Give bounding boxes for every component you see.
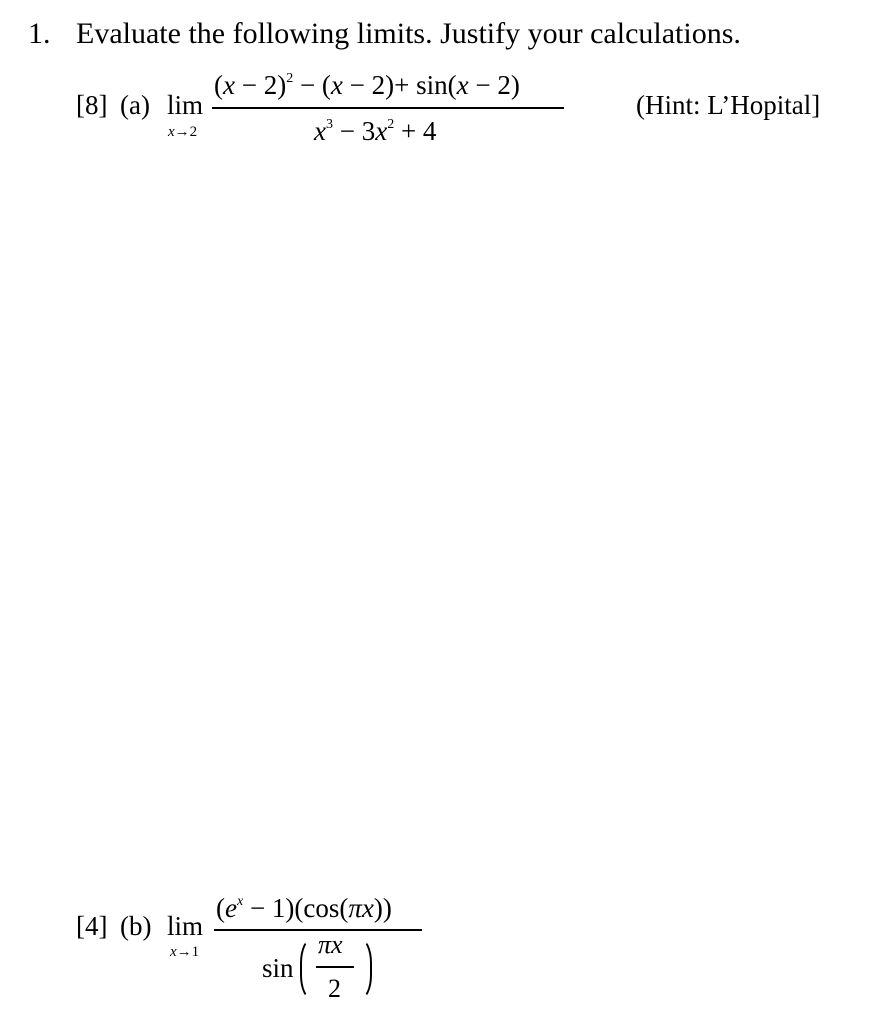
question-number: 1. [28,17,51,50]
part-b-points: [4] [76,911,108,941]
part-b-right-paren [360,938,372,1000]
part-b-sin: sin [262,953,294,983]
part-b-two: 2 [328,974,341,1003]
part-b-lim-subscript: x→1 [170,944,200,960]
part-a-hint: (Hint: L’Hopital] [636,90,821,120]
part-a-lim-subscript: x→2 [168,124,198,140]
question-text: Evaluate the following limits. Justify your calculations. [76,17,741,50]
part-a-lim: lim [167,90,204,120]
part-b-numerator: $(e^x - 1)(\cos(\pi x))$ [216,893,392,923]
part-b-left-paren [300,938,312,1000]
part-b-lim: lim [167,911,204,941]
part-a-numerator: $(x - 2)^2 - (x - 2)+ \sin(x - 2)$ [214,70,520,100]
part-b-label: (b) [120,911,152,941]
part-a-label: (a) [120,90,150,120]
part-b-inner-fraction-bar [316,966,354,968]
part-a-denominator: $x^3 - 3x^2 + 4$ [314,116,437,146]
part-a-points: [8] [76,90,108,120]
part-a-fraction-bar [212,107,564,109]
part-b-pi-x: πx [318,930,343,959]
